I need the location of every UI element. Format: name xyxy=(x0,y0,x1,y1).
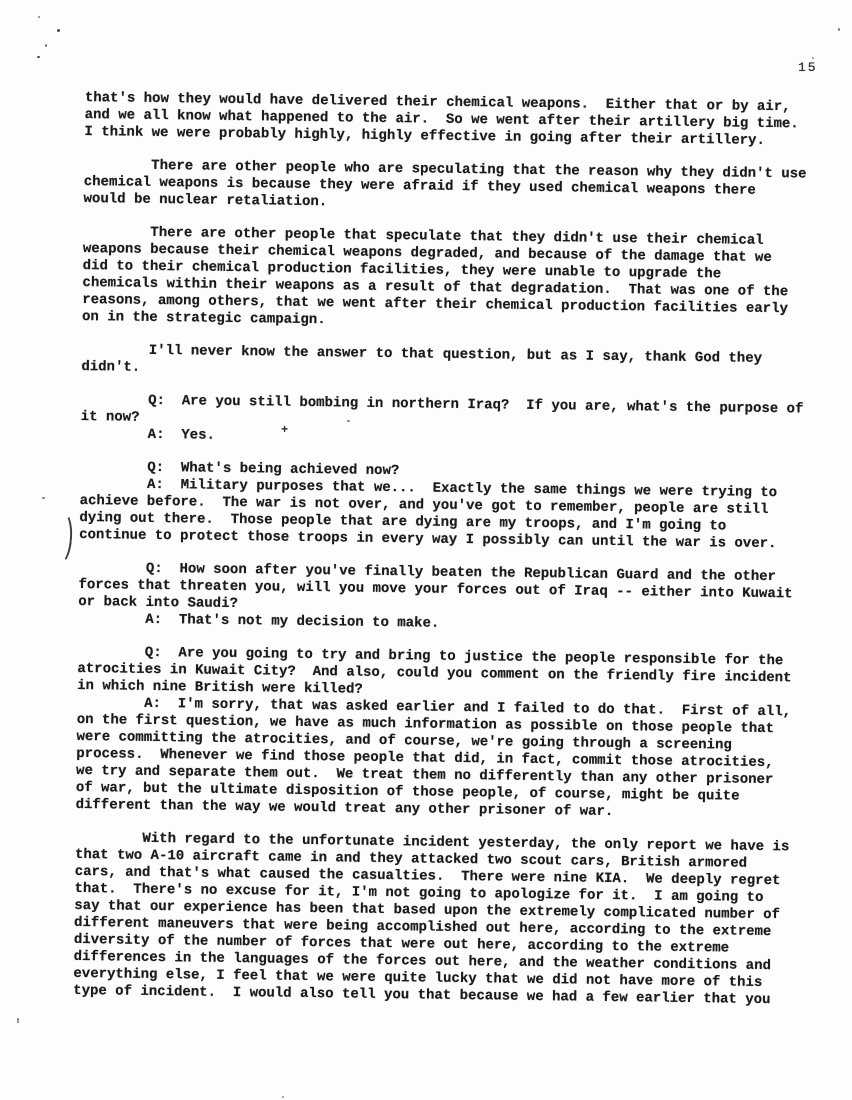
body-paragraph: I'll never know the answer to that question, but as I say, thank God they didn't. xyxy=(81,341,763,376)
answer-paragraph: A: Yes. xyxy=(80,425,216,444)
document-text xyxy=(73,90,825,1026)
scan-speck xyxy=(17,1018,19,1023)
scan-speck xyxy=(42,497,45,499)
question-paragraph: Q: How soon after you've finally beaten the Republican Guard and the other forces that threaten you, will you move your forces out of Iraq -- either into Kuwait or back into Saudi? xyxy=(78,559,793,613)
page-number: 15 xyxy=(798,60,818,75)
handwritten-paren-mark xyxy=(50,511,74,564)
question-paragraph: Q: What's being achieved now? xyxy=(79,458,400,480)
body-paragraph: There are other people who are speculating that the reason why they didn't use chemical weapons is because they were afraid if they used chemical weapons there would be nuclear retaliation. xyxy=(83,156,807,211)
body-paragraph: that's how they would have delivered their chemical weapons. Either that or by air, and we all know what happened to the air. So we went after their artillery big time. I think we were probably highly, highly effective in going after their artillery. xyxy=(84,90,799,149)
answer-paragraph: A: I'm sorry, that was asked earlier and I failed to do that. First of all, on the first question, we have as much information as possible on those people that were committing the atrocities, and of course, we're going through a screening process. Whenever we find those people that did, in fact, commit those atrocities, we try and separate them out. We treat them no differently than any other prisoner of war, but the ultimate disposition of those people, of course, might be quite different than the way we would treat any other prisoner of war. xyxy=(75,694,792,820)
answer-paragraph: A: That's not my decision to make. xyxy=(77,610,440,632)
body-paragraph: With regard to the unfortunate incident yesterday, the only report we have is that two A-10 aircraft came in and they attacked two scout cars, British armored cars, and that's what caused the casualties. There were nine KIA. We deeply regret that. There's no excuse for it, I'm not going to apologize for it. I am going to say that our experience has been that based upon the extremely complicated number of different maneuvers that were being accomplished out here, according to the extreme diversity of the number of forces that were out here, according to the extreme differences in the languages of the forces out here, and the weather conditions and everything else, I feel that we were quite lucky that we did not have more of this type of incident. I would also tell you that because we had a few earlier that you xyxy=(73,829,790,1009)
stray-typewriter-mark: + xyxy=(281,423,289,437)
answer-paragraph: A: Military purposes that we... Exactly the same things we were trying to achieve before. The war is not over, and you've got to remember, people are still dying out there. Those people that are dying are my troops, and I'm going to continue to protect those troops in every way I possibly can until the war is over. xyxy=(79,475,778,553)
scan-speck xyxy=(57,29,60,32)
scan-speck xyxy=(37,56,40,58)
question-paragraph: Q: Are you going to try and bring to justice the people responsible for the atrocities in Kuwait City? And also, could you comment on the friendly fire incident in which nine British were killed? xyxy=(77,643,792,698)
scan-speck xyxy=(45,44,47,47)
question-paragraph: Q: Are you still bombing in northern Iraq? If you are, what's the purpose of it now? xyxy=(80,391,804,426)
scan-speck xyxy=(347,420,350,422)
scan-speck xyxy=(38,16,40,18)
scan-speck xyxy=(838,28,840,31)
scan-speck xyxy=(282,1096,284,1098)
scan-speck xyxy=(812,57,814,59)
body-paragraph: There are other people that speculate that they didn't use their chemical weapons because their chemical weapons degraded, and because of the damage that we did to their chemical production facilities, they were unable to upgrade the chemicals within their weapons as a result of that degradation. That was one of the reasons, among others, that we went after their chemical production facilities early on in the strategic campaign. xyxy=(81,223,789,329)
